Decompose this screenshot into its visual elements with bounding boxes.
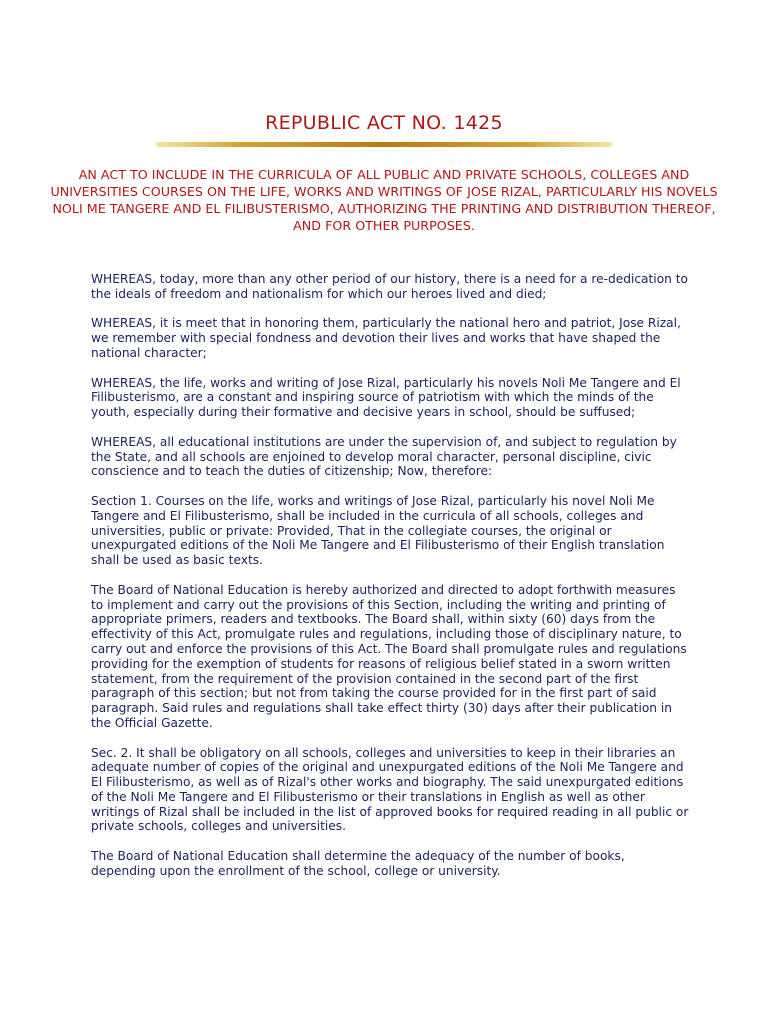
whereas-paragraph-2: WHEREAS, it is meet that in honoring them, particularly the national hero and patriot, Jose Rizal, we remember with special fondness and devotion their lives and works that have shaped the national character; (91, 316, 681, 360)
whereas-paragraph-4: WHEREAS, all educational institutions are under the supervision of, and subject to regulation by the State, and all schools are enjoined to develop moral character, personal discipline, civic conscience and to teach the duties of citizenship; Now, therefore: (91, 434, 677, 479)
section-2-paragraph: Sec. 2. It shall be obligatory on all schools, colleges and universities to keep in their libraries an adequate number of copies of the original and unexpurgated editions of the Noli Me Tangere and El Filibusterismo, as well as of Rizal's other works and biography. The said unexpurgated editions of the Noli Me Tangere and El Filibusterismo or their translations in English as well as other writings of Rizal shall be included in the list of approved books for required reading in all public or private schools, colleges and universities. (91, 745, 689, 834)
section-1-paragraph: Section 1. Courses on the life, works and writings of Jose Rizal, particularly his novel Noli Me Tangere and El Filibusterismo, shall be included in the curricula of all schools, colleges and universities, public or private: Provided, That in the collegiate courses, the original or unexpurgated editions of the Noli Me Tangere and El Filibusterismo of their English translation shall be used as basic texts. (91, 493, 665, 568)
document-body (91, 272, 691, 893)
whereas-paragraph-1: WHEREAS, today, more than any other period of our history, there is a need for a re-dedication to the ideals of freedom and nationalism for which our heroes lived and died; (91, 272, 688, 301)
document-title: REPUBLIC ACT NO. 1425 (265, 112, 503, 134)
title-divider (156, 142, 612, 147)
whereas-paragraph-3: WHEREAS, the life, works and writing of Jose Rizal, particularly his novels Noli Me Tangere and El Filibusterismo, are a constant and inspiring source of patriotism with which the minds of the youth, especially during their formative and decisive years in school, should be suffused; (91, 375, 681, 420)
board-paragraph: The Board of National Education is hereby authorized and directed to adopt forthwith measures to implement and carry out the provisions of this Section, including the writing and printing of appropriate primers, readers and textbooks. The Board shall, within sixty (60) days from the effectivity of this Act, promulgate rules and regulations, including those of disciplinary nature, to carry out and enforce the provisions of this Act. The Board shall promulgate rules and regulations providing for the exemption of students for reasons of religious belief stated in a sworn written statement, from the requirement of the provision contained in the second part of the first paragraph of this section; but not from taking the course provided for in the first part of said paragraph. Said rules and regulations shall take effect thirty (30) days after their publication in the Official Gazette. (91, 582, 687, 730)
document-subtitle: AN ACT TO INCLUDE IN THE CURRICULA OF ALL PUBLIC AND PRIVATE SCHOOLS, COLLEGES AND UNIVERSITIES COURSES ON THE LIFE, WORKS AND WRITINGS OF JOSE RIZAL, PARTICULARLY HIS NOVELS NOLI ME TANGERE AND EL FILIBUSTERISMO, AUTHORIZING THE PRINTING AND DISTRIBUTION THEREOF, AND FOR OTHER PURPOSES. (50, 167, 718, 233)
adequacy-paragraph: The Board of National Education shall determine the adequacy of the number of books, depending upon the enrollment of the school, college or university. (91, 849, 625, 878)
